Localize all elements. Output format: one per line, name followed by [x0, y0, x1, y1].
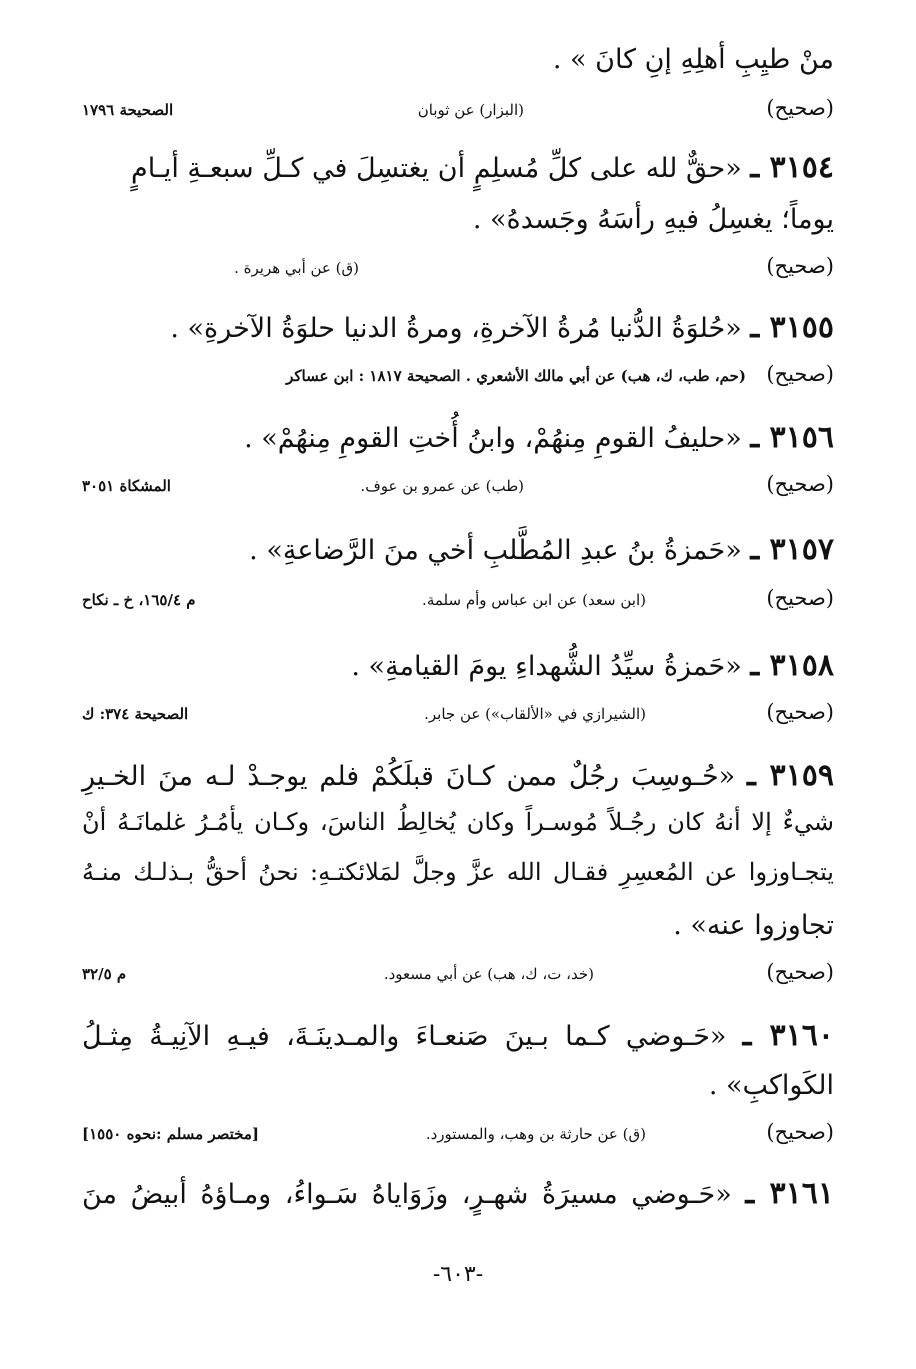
- hadith-number: ٣١٥٧ ـ: [750, 532, 834, 567]
- text-line: تجاوزوا عنه» .: [673, 910, 834, 941]
- hadith-line: [82, 310, 834, 345]
- hadith-number: ٣١٥٨ ـ: [750, 648, 834, 683]
- source-citation: (ق) عن أبي هريرة .: [234, 259, 359, 277]
- page-number: -٦٠٣-: [432, 1262, 484, 1287]
- source-citation: (طب) عن عمرو بن عوف.: [360, 477, 524, 495]
- reference: المشكاة ٣٠٥١: [82, 477, 171, 495]
- hadith-line: [82, 1018, 834, 1053]
- source-citation: (خد، ت، ك، هب) عن أبي مسعود.: [383, 965, 594, 983]
- hadith-number: ٣١٥٥ ـ: [750, 310, 834, 345]
- grade-label: (صحيح): [766, 362, 834, 386]
- grade-label: (صحيح): [766, 96, 834, 120]
- reference: م ١٦٥/٤، خ ـ نكاح: [82, 591, 196, 609]
- hadith-number: ٣١٥٩ ـ: [747, 758, 834, 793]
- hadith-text: «حُـوسِبَ رجُلٌ ممن كـانَ قبلَكُمْ فلم يوجـدْ لـه منَ الخـيرِ: [82, 761, 736, 792]
- hadith-meta-row: [82, 1120, 834, 1154]
- reference: الصحيحة ١٧٩٦: [82, 101, 174, 119]
- reference: م ٣٢/٥: [82, 965, 127, 983]
- hadith-meta-row: [82, 700, 834, 734]
- hadith-text: «حقٌّ لله على كلِّ مُسلِمٍ أن يغتسِلَ في كـلِّ سبعـةِ أيـامٍ: [130, 153, 742, 184]
- hadith-line: [82, 648, 834, 683]
- hadith-text: «حليفُ القومِ مِنهُمْ، وابنُ أُختِ القومِ مِنهُمْ» .: [244, 423, 742, 454]
- grade-label: (صحيح): [766, 700, 834, 724]
- hadith-line: [82, 1176, 834, 1211]
- hadith-meta-row: [82, 586, 834, 620]
- hadith-meta-row: [82, 96, 834, 130]
- hadith-number: ٣١٦١ ـ: [745, 1176, 834, 1211]
- text-line: شيءٌ إلا أنهُ كان رجُـلاً مُوسـراً وكان يُخالِطُ الناسَ، وكـان يأمُـرُ غلمانَـهُ أنْ: [82, 808, 834, 836]
- hadith-meta-row: [82, 362, 834, 396]
- hadith-number: ٣١٦٠ ـ: [742, 1018, 834, 1053]
- reference: [مختصر مسلم :نحوه ١٥٥٠]: [82, 1125, 260, 1143]
- reference: الصحيحة ٣٧٤: ك: [82, 705, 189, 723]
- hadith-line: [82, 150, 834, 185]
- source-citation: (الشيرازي في «الألقاب») عن جابر.: [424, 705, 646, 723]
- text-line: يتجـاوزوا عن المُعسِرِ فقـال الله عزَّ وجلَّ لمَلائكتـهِ: نحنُ أحقُّ بـذلـك منـهُ: [82, 858, 834, 886]
- source-citation: (ق) عن حارثة بن وهب، والمستورد.: [425, 1125, 646, 1143]
- hadith-text: «حَـوضي كـما بـينَ صَنعـاءَ والمـدينَـةَ، فيـهِ الآنِيـةُ مِثـلُ: [82, 1021, 727, 1052]
- hadith-text: «حُلوَةُ الدُّنيا مُرةُ الآخرةِ، ومرةُ الدنيا حلوَةُ الآخرةِ» .: [170, 313, 742, 344]
- source-citation: (ابن سعد) عن ابن عباس وأم سلمة.: [422, 591, 646, 609]
- source-citation: (البزار) عن ثوبان: [417, 101, 524, 119]
- text-line: منْ طيِبِ أهلِهِ إنِ كانَ » .: [552, 44, 834, 75]
- hadith-meta-row: [82, 960, 834, 994]
- text-line: الكَواكبِ» .: [708, 1070, 834, 1101]
- hadith-text: «حَمزةُ سيِّدُ الشُّهداءِ يومَ القيامةِ» .: [351, 651, 742, 682]
- hadith-text: «حَمزةُ بنُ عبدِ المُطَّلبِ أخي منَ الرَّضاعةِ» .: [249, 535, 742, 566]
- hadith-line: [82, 420, 834, 455]
- hadith-meta-row: [82, 472, 834, 506]
- grade-label: (صحيح): [766, 254, 834, 278]
- hadith-number: ٣١٥٤ ـ: [750, 150, 834, 185]
- text-line: يوماً؛ يغسِلُ فيهِ رأسَهُ وجَسدهُ» .: [472, 204, 834, 235]
- hadith-meta-row: [82, 254, 834, 288]
- grade-label: (صحيح): [766, 960, 834, 984]
- grade-label: (صحيح): [766, 1120, 834, 1144]
- hadith-number: ٣١٥٦ ـ: [750, 420, 834, 455]
- hadith-line: [82, 532, 834, 567]
- hadith-line: [82, 758, 834, 793]
- source-citation: (حم، طب، ك، هب) عن أبي مالك الأشعري . الصحيحة ١٨١٧ : ابن عساكر: [286, 367, 746, 385]
- grade-label: (صحيح): [766, 472, 834, 496]
- hadith-text: «حَـوضي مسيرَةُ شهـرٍ، وزَوَاياهُ سَـواءُ، ومـاؤهُ أبيضُ منَ: [82, 1179, 732, 1210]
- grade-label: (صحيح): [766, 586, 834, 610]
